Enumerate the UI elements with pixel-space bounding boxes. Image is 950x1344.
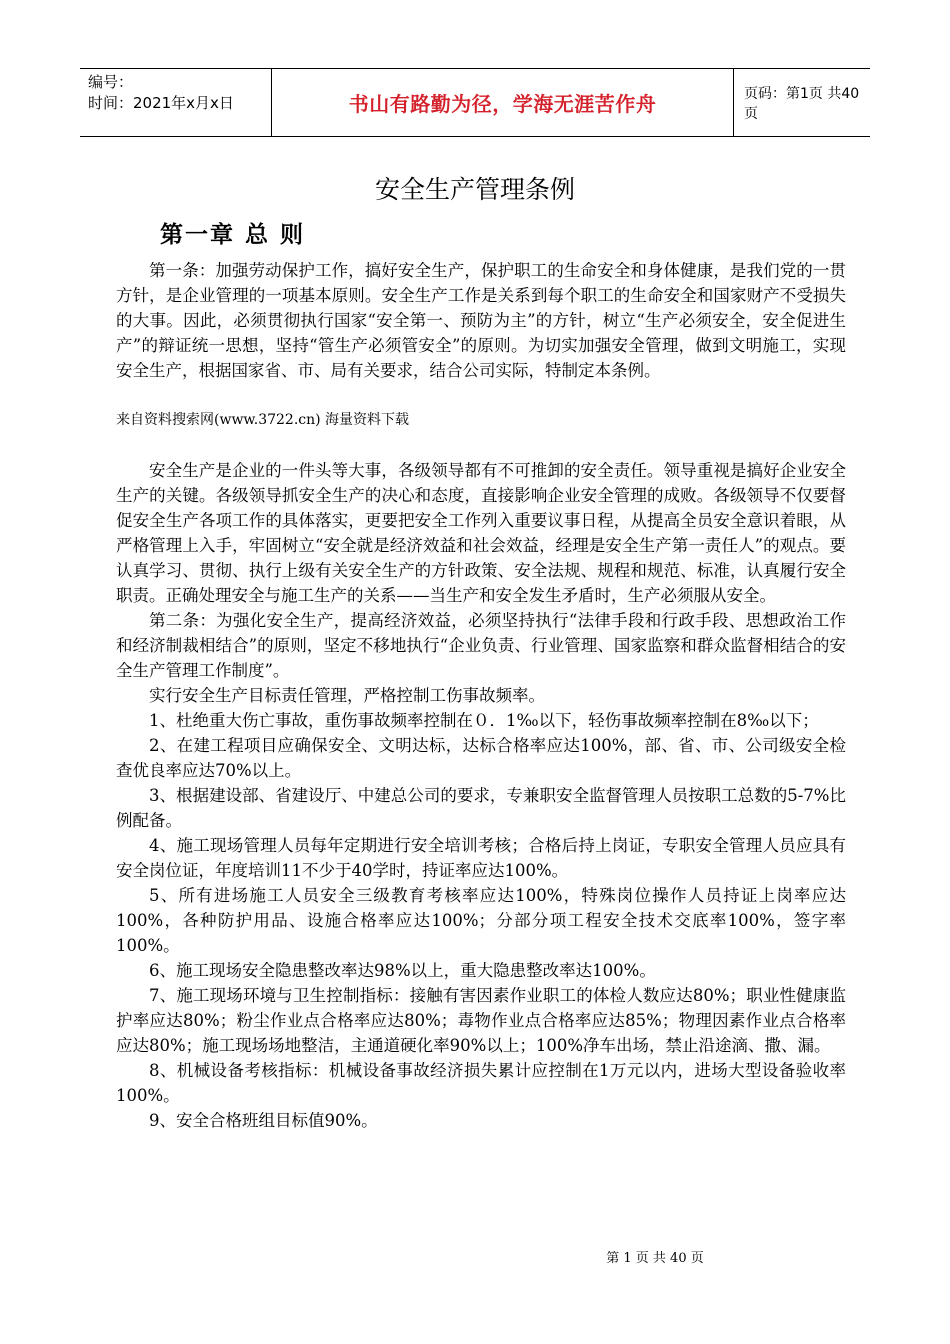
article-one-paragraph: 第一条：加强劳动保护工作，搞好安全生产，保护职工的生命安全和身体健康，是我们党的一贯方针，是企业管理的一项基本原则。安全生产工作是关系到每个职工的生命安全和国家财产不受损失的大事。因此，必须贯彻执行国家“安全第一、预防为主”的方针，树立“生产必须安全，安全促进生产”的辩证统一思想，坚持“管生产必须管安全”的原则。为切实加强安全管理，做到文明施工，实现安全生产，根据国家省、市、局有关要求，结合公司实际，特制定本条例。 [116, 261, 846, 380]
page-header [80, 68, 870, 137]
date-label: 时间：2021年x月x日 [88, 94, 234, 112]
source-note: 来自资料搜索网(www.3722.cn) 海量资料下载 [116, 412, 410, 428]
page-footer: 第 1 页 共 40 页 [606, 1251, 704, 1266]
header-page-info: 页码：第1页 共40页 [744, 85, 860, 122]
body-paragraph: 1、杜绝重大伤亡事故，重伤事故频率控制在０．1‰以下，轻伤事故频率控制在8‰以下； [149, 711, 819, 730]
document-title: 安全生产管理条例 [374, 175, 575, 204]
header-motto-cell [272, 69, 734, 136]
header-meta [80, 69, 272, 136]
body-paragraph: 3、根据建设部、省建设厅、中建总公司的要求，专兼职安全监督管理人员按职工总数的5-7%比例配备。 [116, 786, 846, 830]
body-paragraph: 5、所有进场施工人员安全三级教育考核率应达100%，特殊岗位操作人员持证上岗率应达100%，各种防护用品、设施合格率应达100%；分部分项工程安全技术交底率100%，签字率100%。 [116, 886, 846, 955]
body-paragraph: 7、施工现场环境与卫生控制指标：接触有害因素作业职工的体检人数应达80%；职业性健康监护率应达80%；粉尘作业点合格率应达80%；毒物作业点合格率应达85%；物理因素作业点合格率应达80%；施工现场场地整洁，主通道硬化率90%以上；100%净车出场，禁止沿途滴、撒、漏。 [116, 986, 846, 1055]
article-one-block [116, 258, 846, 383]
motto-text: 书山有路勤为径，学海无涯苦作舟 [348, 92, 657, 116]
body-paragraph: 安全生产是企业的一件头等大事，各级领导都有不可推卸的安全责任。领导重视是搞好企业安全生产的关键。各级领导抓安全生产的决心和态度，直接影响企业安全管理的成败。各级领导不仅要督促安全生产各项工作的具体落实，更要把安全工作列入重要议事日程，从提高全员安全意识着眼，从严格管理上入手，牢固树立“安全就是经济效益和社会效益，经理是安全生产第一责任人”的观点。要认真学习、贯彻、执行上级有关安全生产的方针政策、安全法规、规程和规范、标准，认真履行安全职责。正确处理安全与施工生产的关系——当生产和安全发生矛盾时，生产必须服从安全。 [116, 461, 846, 605]
main-body [116, 458, 846, 1133]
chapter-heading: 第一章 总 则 [160, 222, 306, 248]
number-label: 编号： [88, 73, 134, 91]
body-paragraph: 9、安全合格班组目标值90%。 [149, 1111, 378, 1130]
body-paragraph: 2、在建工程项目应确保安全、文明达标，达标合格率应达100%，部、省、市、公司级安全检查优良率应达70%以上。 [116, 736, 846, 780]
body-paragraph: 实行安全生产目标责任管理，严格控制工伤事故频率。 [149, 686, 545, 705]
body-paragraph: 6、施工现场安全隐患整改率达98%以上，重大隐患整改率达100%。 [149, 961, 656, 980]
body-paragraph: 8、机械设备考核指标：机械设备事故经济损失累计应控制在1万元以内，进场大型设备验收率100%。 [116, 1061, 846, 1105]
body-paragraph: 第二条：为强化安全生产，提高经济效益，必须坚持执行“法律手段和行政手段、思想政治工作和经济制裁相结合”的原则，坚定不移地执行“企业负责、行业管理、国家监察和群众监督相结合的安全生产管理工作制度”。 [116, 611, 846, 680]
body-paragraph: 4、施工现场管理人员每年定期进行安全培训考核；合格后持上岗证，专职安全管理人员应具有安全岗位证，年度培训11不少于40学时，持证率应达100%。 [116, 836, 846, 880]
